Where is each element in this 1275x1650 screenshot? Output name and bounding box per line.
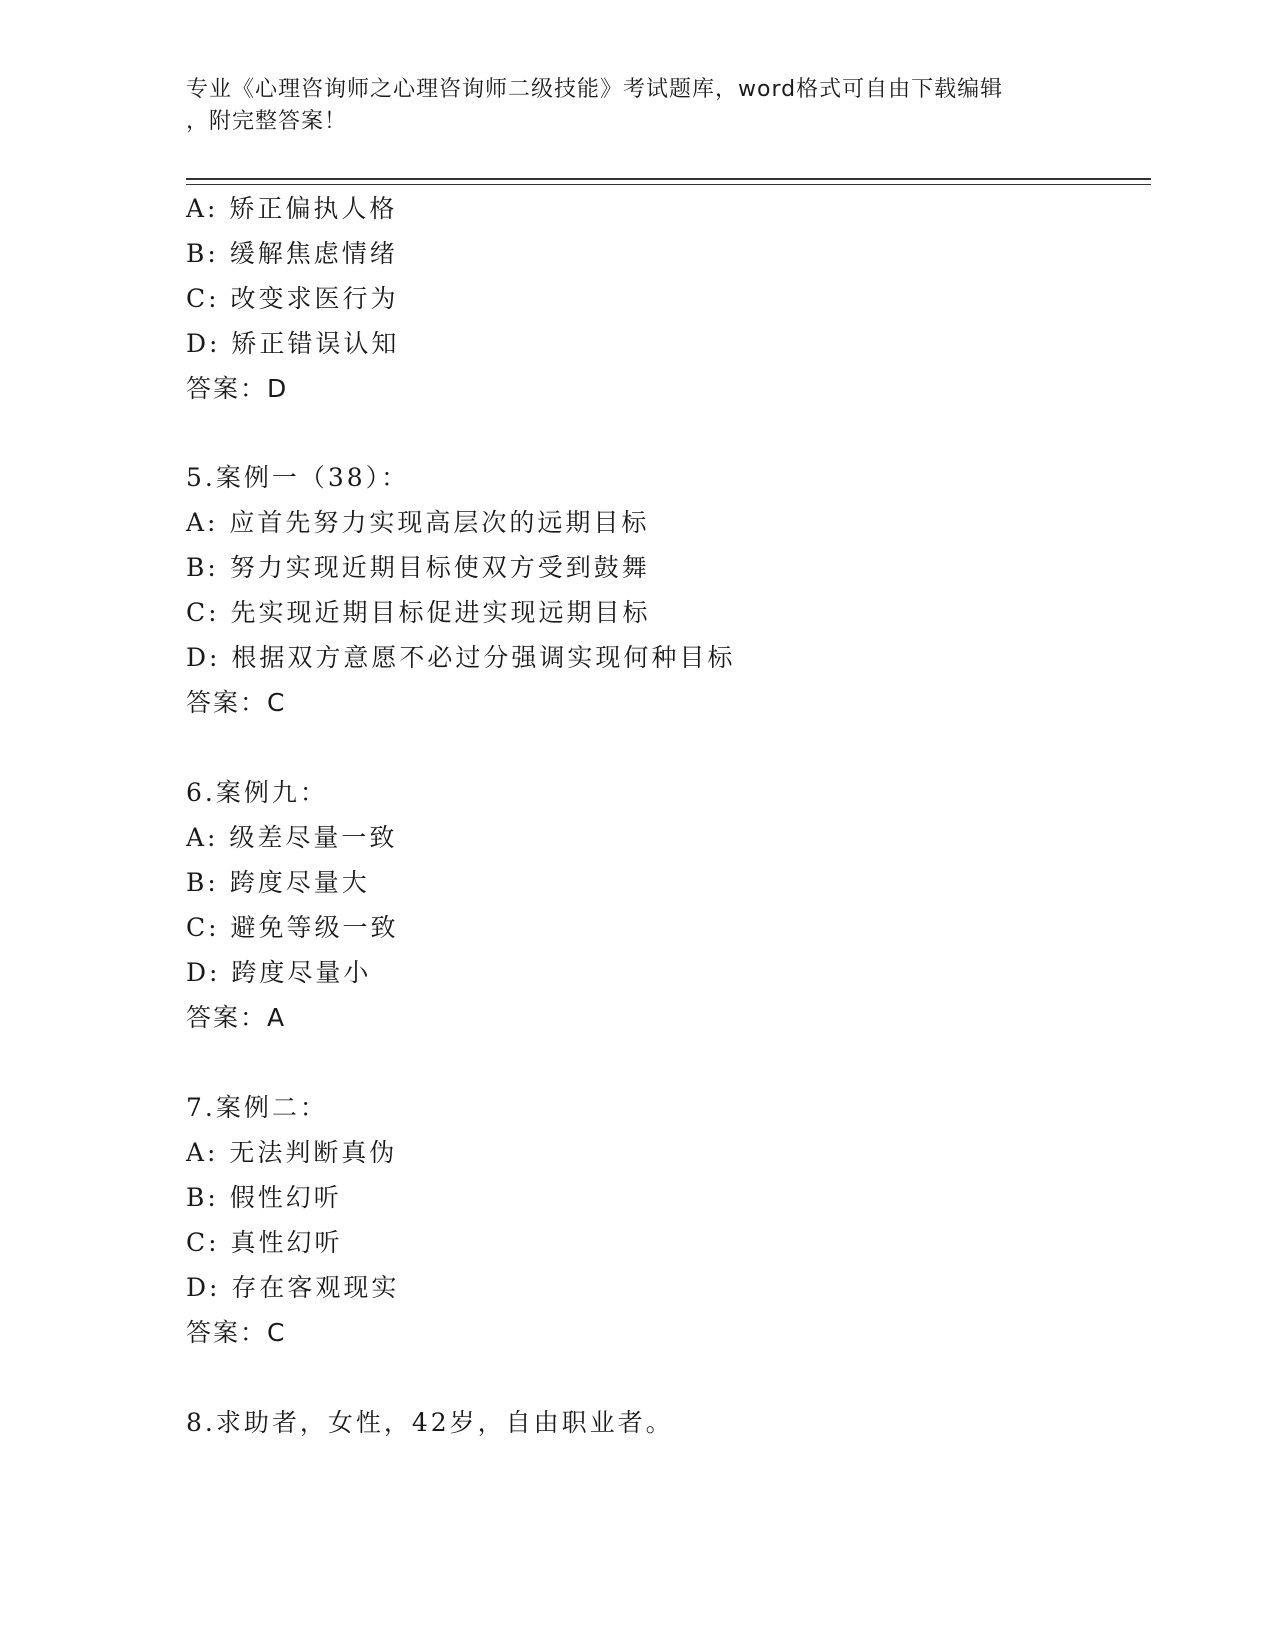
q7-option-b: B: 假性幻听 xyxy=(186,1183,342,1212)
q6-option-a: A: 级差尽量一致 xyxy=(186,823,398,852)
q7-option-a: A: 无法判断真伪 xyxy=(186,1138,398,1167)
q5-option-d: D: 根据双方意愿不必过分强调实现何种目标 xyxy=(186,643,736,672)
q4-option-c: C: 改变求医行为 xyxy=(186,284,399,313)
q4-option-a: A: 矫正偏执人格 xyxy=(186,194,398,223)
q4-option-b: B: 缓解焦虑情绪 xyxy=(186,239,398,268)
q6-option-b: B: 跨度尽量大 xyxy=(186,868,370,897)
q5-answer: 答案：C xyxy=(186,688,287,717)
q5-option-c: C: 先实现近期目标促进实现远期目标 xyxy=(186,598,651,627)
q5-title: 5.案例一（38）： xyxy=(186,463,410,492)
header-line-1: 专业《心理咨询师之心理咨询师二级技能》考试题库，word格式可自由下载编辑 xyxy=(186,77,1004,102)
q7-option-d: D: 存在客观现实 xyxy=(186,1273,400,1302)
q4-option-d: D: 矫正错误认知 xyxy=(186,329,400,358)
q5-option-a: A: 应首先努力实现高层次的远期目标 xyxy=(186,508,650,537)
q7-title: 7.案例二： xyxy=(186,1093,328,1122)
header-line-2: ，附完整答案！ xyxy=(186,109,348,134)
q6-option-c: C: 避免等级一致 xyxy=(186,913,399,942)
q6-answer: 答案：A xyxy=(186,1003,287,1032)
q5-option-b: B: 努力实现近期目标使双方受到鼓舞 xyxy=(186,553,650,582)
q6-title: 6.案例九： xyxy=(186,778,328,807)
q7-answer: 答案：C xyxy=(186,1318,287,1347)
q8-title: 8.求助者，女性，42岁，自由职业者。 xyxy=(186,1408,674,1437)
q7-option-c: C: 真性幻听 xyxy=(186,1228,343,1257)
q6-option-d: D: 跨度尽量小 xyxy=(186,958,372,987)
header-rule-thin xyxy=(186,184,1151,185)
document-header xyxy=(186,74,1066,138)
header-rule-thick xyxy=(186,178,1151,180)
q4-answer: 答案：D xyxy=(186,374,289,403)
